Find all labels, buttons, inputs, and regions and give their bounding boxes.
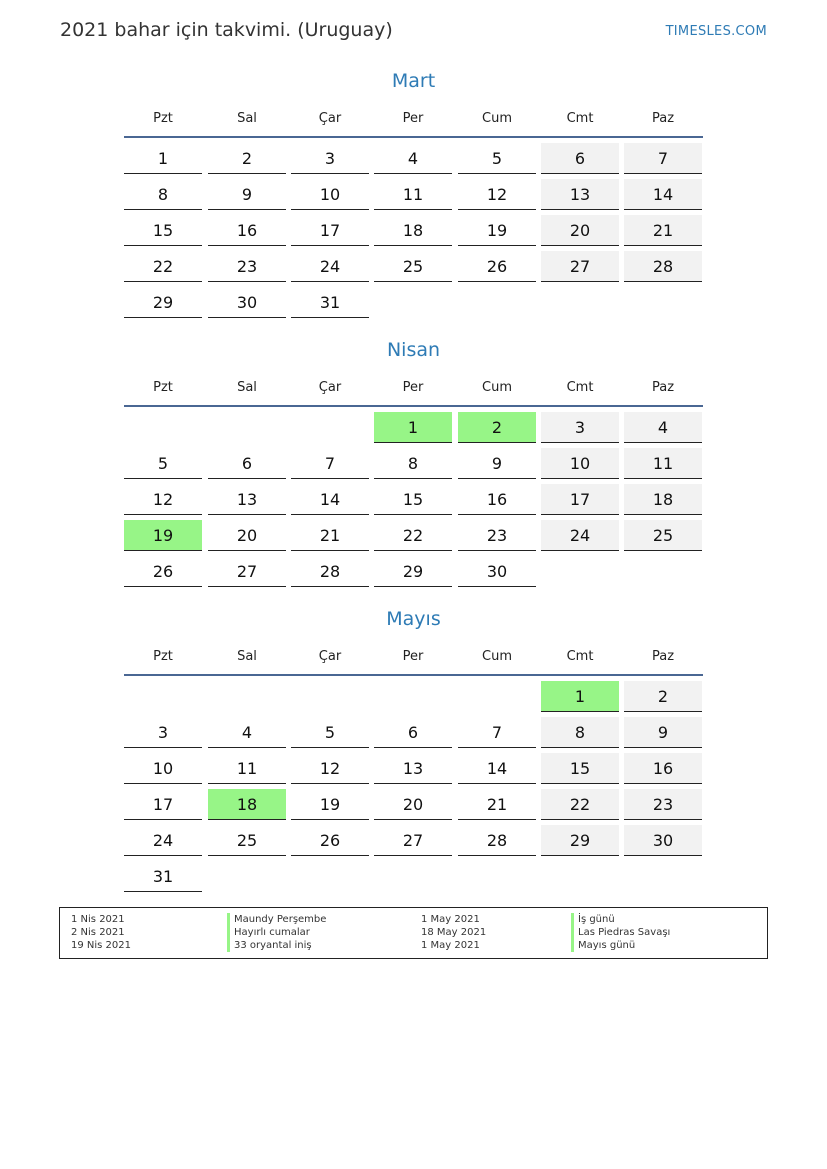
- legend-date: 1 Nis 2021: [71, 914, 125, 925]
- weekday-header: Cum: [482, 649, 512, 664]
- day-cell[interactable]: 2: [624, 681, 702, 712]
- legend-holiday-name: Hayırlı cumalar: [227, 926, 310, 939]
- header-rule: [124, 136, 703, 138]
- legend-date: 2 Nis 2021: [71, 927, 125, 938]
- day-cell[interactable]: 21: [458, 789, 536, 820]
- legend-row: [60, 939, 767, 952]
- weekday-header: Paz: [651, 111, 675, 126]
- day-cell[interactable]: 29: [541, 825, 619, 856]
- legend-row: [60, 913, 767, 926]
- day-cell[interactable]: 23: [624, 789, 702, 820]
- day-cell[interactable]: 19: [291, 789, 369, 820]
- day-cell[interactable]: 27: [541, 251, 619, 282]
- legend-holiday-name: Maundy Perşembe: [227, 913, 326, 926]
- day-cell[interactable]: 6: [541, 143, 619, 174]
- site-brand[interactable]: TIMESLES.COM: [665, 24, 767, 39]
- day-cell[interactable]: 31: [291, 287, 369, 318]
- day-cell[interactable]: 28: [624, 251, 702, 282]
- day-cell[interactable]: 16: [624, 753, 702, 784]
- day-cell[interactable]: 17: [541, 484, 619, 515]
- weekday-header: Çar: [318, 380, 342, 395]
- weekday-header: Pzt: [153, 111, 173, 126]
- weekday-header: Per: [402, 649, 424, 664]
- day-cell[interactable]: 22: [374, 520, 452, 551]
- day-cell[interactable]: 20: [541, 215, 619, 246]
- day-cell[interactable]: 28: [291, 556, 369, 587]
- day-cell[interactable]: 8: [124, 179, 202, 210]
- day-cell[interactable]: 13: [374, 753, 452, 784]
- day-cell[interactable]: 9: [624, 717, 702, 748]
- day-cell[interactable]: 15: [541, 753, 619, 784]
- day-cell[interactable]: 7: [291, 448, 369, 479]
- weekday-header: Sal: [237, 111, 257, 126]
- day-cell[interactable]: 24: [291, 251, 369, 282]
- day-cell[interactable]: 12: [458, 179, 536, 210]
- weekday-header: Sal: [237, 380, 257, 395]
- day-cell[interactable]: 12: [291, 753, 369, 784]
- day-cell[interactable]: 19: [458, 215, 536, 246]
- day-cell[interactable]: 24: [541, 520, 619, 551]
- holiday-legend: [59, 907, 768, 959]
- day-cell[interactable]: 5: [458, 143, 536, 174]
- day-cell[interactable]: 20: [208, 520, 286, 551]
- day-cell[interactable]: 21: [624, 215, 702, 246]
- day-cell[interactable]: 8: [541, 717, 619, 748]
- day-cell[interactable]: 17: [291, 215, 369, 246]
- weekday-header: Per: [402, 111, 424, 126]
- day-cell[interactable]: 1: [541, 681, 619, 712]
- day-cell[interactable]: 9: [208, 179, 286, 210]
- day-cell[interactable]: 1: [124, 143, 202, 174]
- legend-holiday-name: 33 oryantal iniş: [227, 939, 312, 952]
- day-cell[interactable]: 7: [458, 717, 536, 748]
- legend-date: 1 May 2021: [421, 914, 480, 925]
- day-cell[interactable]: 27: [374, 825, 452, 856]
- page-title: 2021 bahar için takvimi. (Uruguay): [60, 19, 393, 41]
- day-cell[interactable]: 5: [291, 717, 369, 748]
- day-cell[interactable]: 9: [458, 448, 536, 479]
- day-cell[interactable]: 7: [624, 143, 702, 174]
- day-cell[interactable]: 11: [208, 753, 286, 784]
- weekday-header: Cum: [482, 111, 512, 126]
- day-cell[interactable]: 16: [208, 215, 286, 246]
- day-cell[interactable]: 11: [374, 179, 452, 210]
- day-cell[interactable]: 25: [624, 520, 702, 551]
- day-cell[interactable]: 15: [374, 484, 452, 515]
- weekday-header: Paz: [651, 649, 675, 664]
- legend-date: 18 May 2021: [421, 927, 487, 938]
- day-cell[interactable]: 5: [124, 448, 202, 479]
- legend-holiday-name: Las Piedras Savaşı: [571, 926, 670, 939]
- day-cell[interactable]: 28: [458, 825, 536, 856]
- weekday-header: Per: [402, 380, 424, 395]
- day-cell[interactable]: 1: [374, 412, 452, 443]
- month-title: Nisan: [386, 339, 441, 361]
- day-cell[interactable]: 19: [124, 520, 202, 551]
- day-cell[interactable]: 4: [374, 143, 452, 174]
- day-cell[interactable]: 26: [291, 825, 369, 856]
- day-cell[interactable]: 16: [458, 484, 536, 515]
- day-cell[interactable]: 23: [458, 520, 536, 551]
- day-cell[interactable]: 24: [124, 825, 202, 856]
- day-cell[interactable]: 22: [124, 251, 202, 282]
- day-cell[interactable]: 21: [291, 520, 369, 551]
- weekday-header: Çar: [318, 111, 342, 126]
- header-rule: [124, 405, 703, 407]
- weekday-header: Cmt: [566, 111, 594, 126]
- day-cell[interactable]: 11: [624, 448, 702, 479]
- weekday-header: Cmt: [566, 380, 594, 395]
- day-cell[interactable]: 27: [208, 556, 286, 587]
- day-cell[interactable]: 31: [124, 861, 202, 892]
- month-title: Mayıs: [386, 608, 441, 630]
- day-cell[interactable]: 22: [541, 789, 619, 820]
- day-cell[interactable]: 2: [458, 412, 536, 443]
- weekday-header: Cum: [482, 380, 512, 395]
- day-cell[interactable]: 25: [208, 825, 286, 856]
- day-cell[interactable]: 14: [458, 753, 536, 784]
- day-cell[interactable]: 3: [541, 412, 619, 443]
- legend-holiday-name: Mayıs günü: [571, 939, 635, 952]
- day-cell[interactable]: 4: [624, 412, 702, 443]
- day-cell[interactable]: 17: [124, 789, 202, 820]
- day-cell[interactable]: 14: [624, 179, 702, 210]
- weekday-header: Pzt: [153, 380, 173, 395]
- header-rule: [124, 674, 703, 676]
- day-cell[interactable]: 29: [124, 287, 202, 318]
- weekday-header: Pzt: [153, 649, 173, 664]
- day-cell[interactable]: 26: [124, 556, 202, 587]
- weekday-header: Cmt: [566, 649, 594, 664]
- legend-holiday-name: İş günü: [571, 913, 615, 926]
- day-cell[interactable]: 12: [124, 484, 202, 515]
- day-cell[interactable]: 4: [208, 717, 286, 748]
- day-cell[interactable]: 2: [208, 143, 286, 174]
- day-cell[interactable]: 10: [291, 179, 369, 210]
- weekday-header: Paz: [651, 380, 675, 395]
- day-cell[interactable]: 15: [124, 215, 202, 246]
- day-cell[interactable]: 30: [208, 287, 286, 318]
- day-cell[interactable]: 25: [374, 251, 452, 282]
- day-cell[interactable]: 30: [624, 825, 702, 856]
- day-cell[interactable]: 18: [374, 215, 452, 246]
- weekday-header: Çar: [318, 649, 342, 664]
- day-cell[interactable]: 14: [291, 484, 369, 515]
- day-cell[interactable]: 3: [124, 717, 202, 748]
- day-cell[interactable]: 26: [458, 251, 536, 282]
- day-cell[interactable]: 10: [541, 448, 619, 479]
- legend-date: 1 May 2021: [421, 940, 480, 951]
- day-cell[interactable]: 29: [374, 556, 452, 587]
- day-cell[interactable]: 23: [208, 251, 286, 282]
- day-cell[interactable]: 20: [374, 789, 452, 820]
- day-cell[interactable]: 3: [291, 143, 369, 174]
- day-cell[interactable]: 13: [541, 179, 619, 210]
- day-cell[interactable]: 6: [374, 717, 452, 748]
- weekday-header: Sal: [237, 649, 257, 664]
- day-cell[interactable]: 10: [124, 753, 202, 784]
- legend-date: 19 Nis 2021: [71, 940, 131, 951]
- legend-row: [60, 926, 767, 939]
- day-cell[interactable]: 13: [208, 484, 286, 515]
- day-cell[interactable]: 18: [208, 789, 286, 820]
- day-cell[interactable]: 18: [624, 484, 702, 515]
- day-cell[interactable]: 8: [374, 448, 452, 479]
- day-cell[interactable]: 30: [458, 556, 536, 587]
- day-cell[interactable]: 6: [208, 448, 286, 479]
- month-title: Mart: [391, 70, 436, 92]
